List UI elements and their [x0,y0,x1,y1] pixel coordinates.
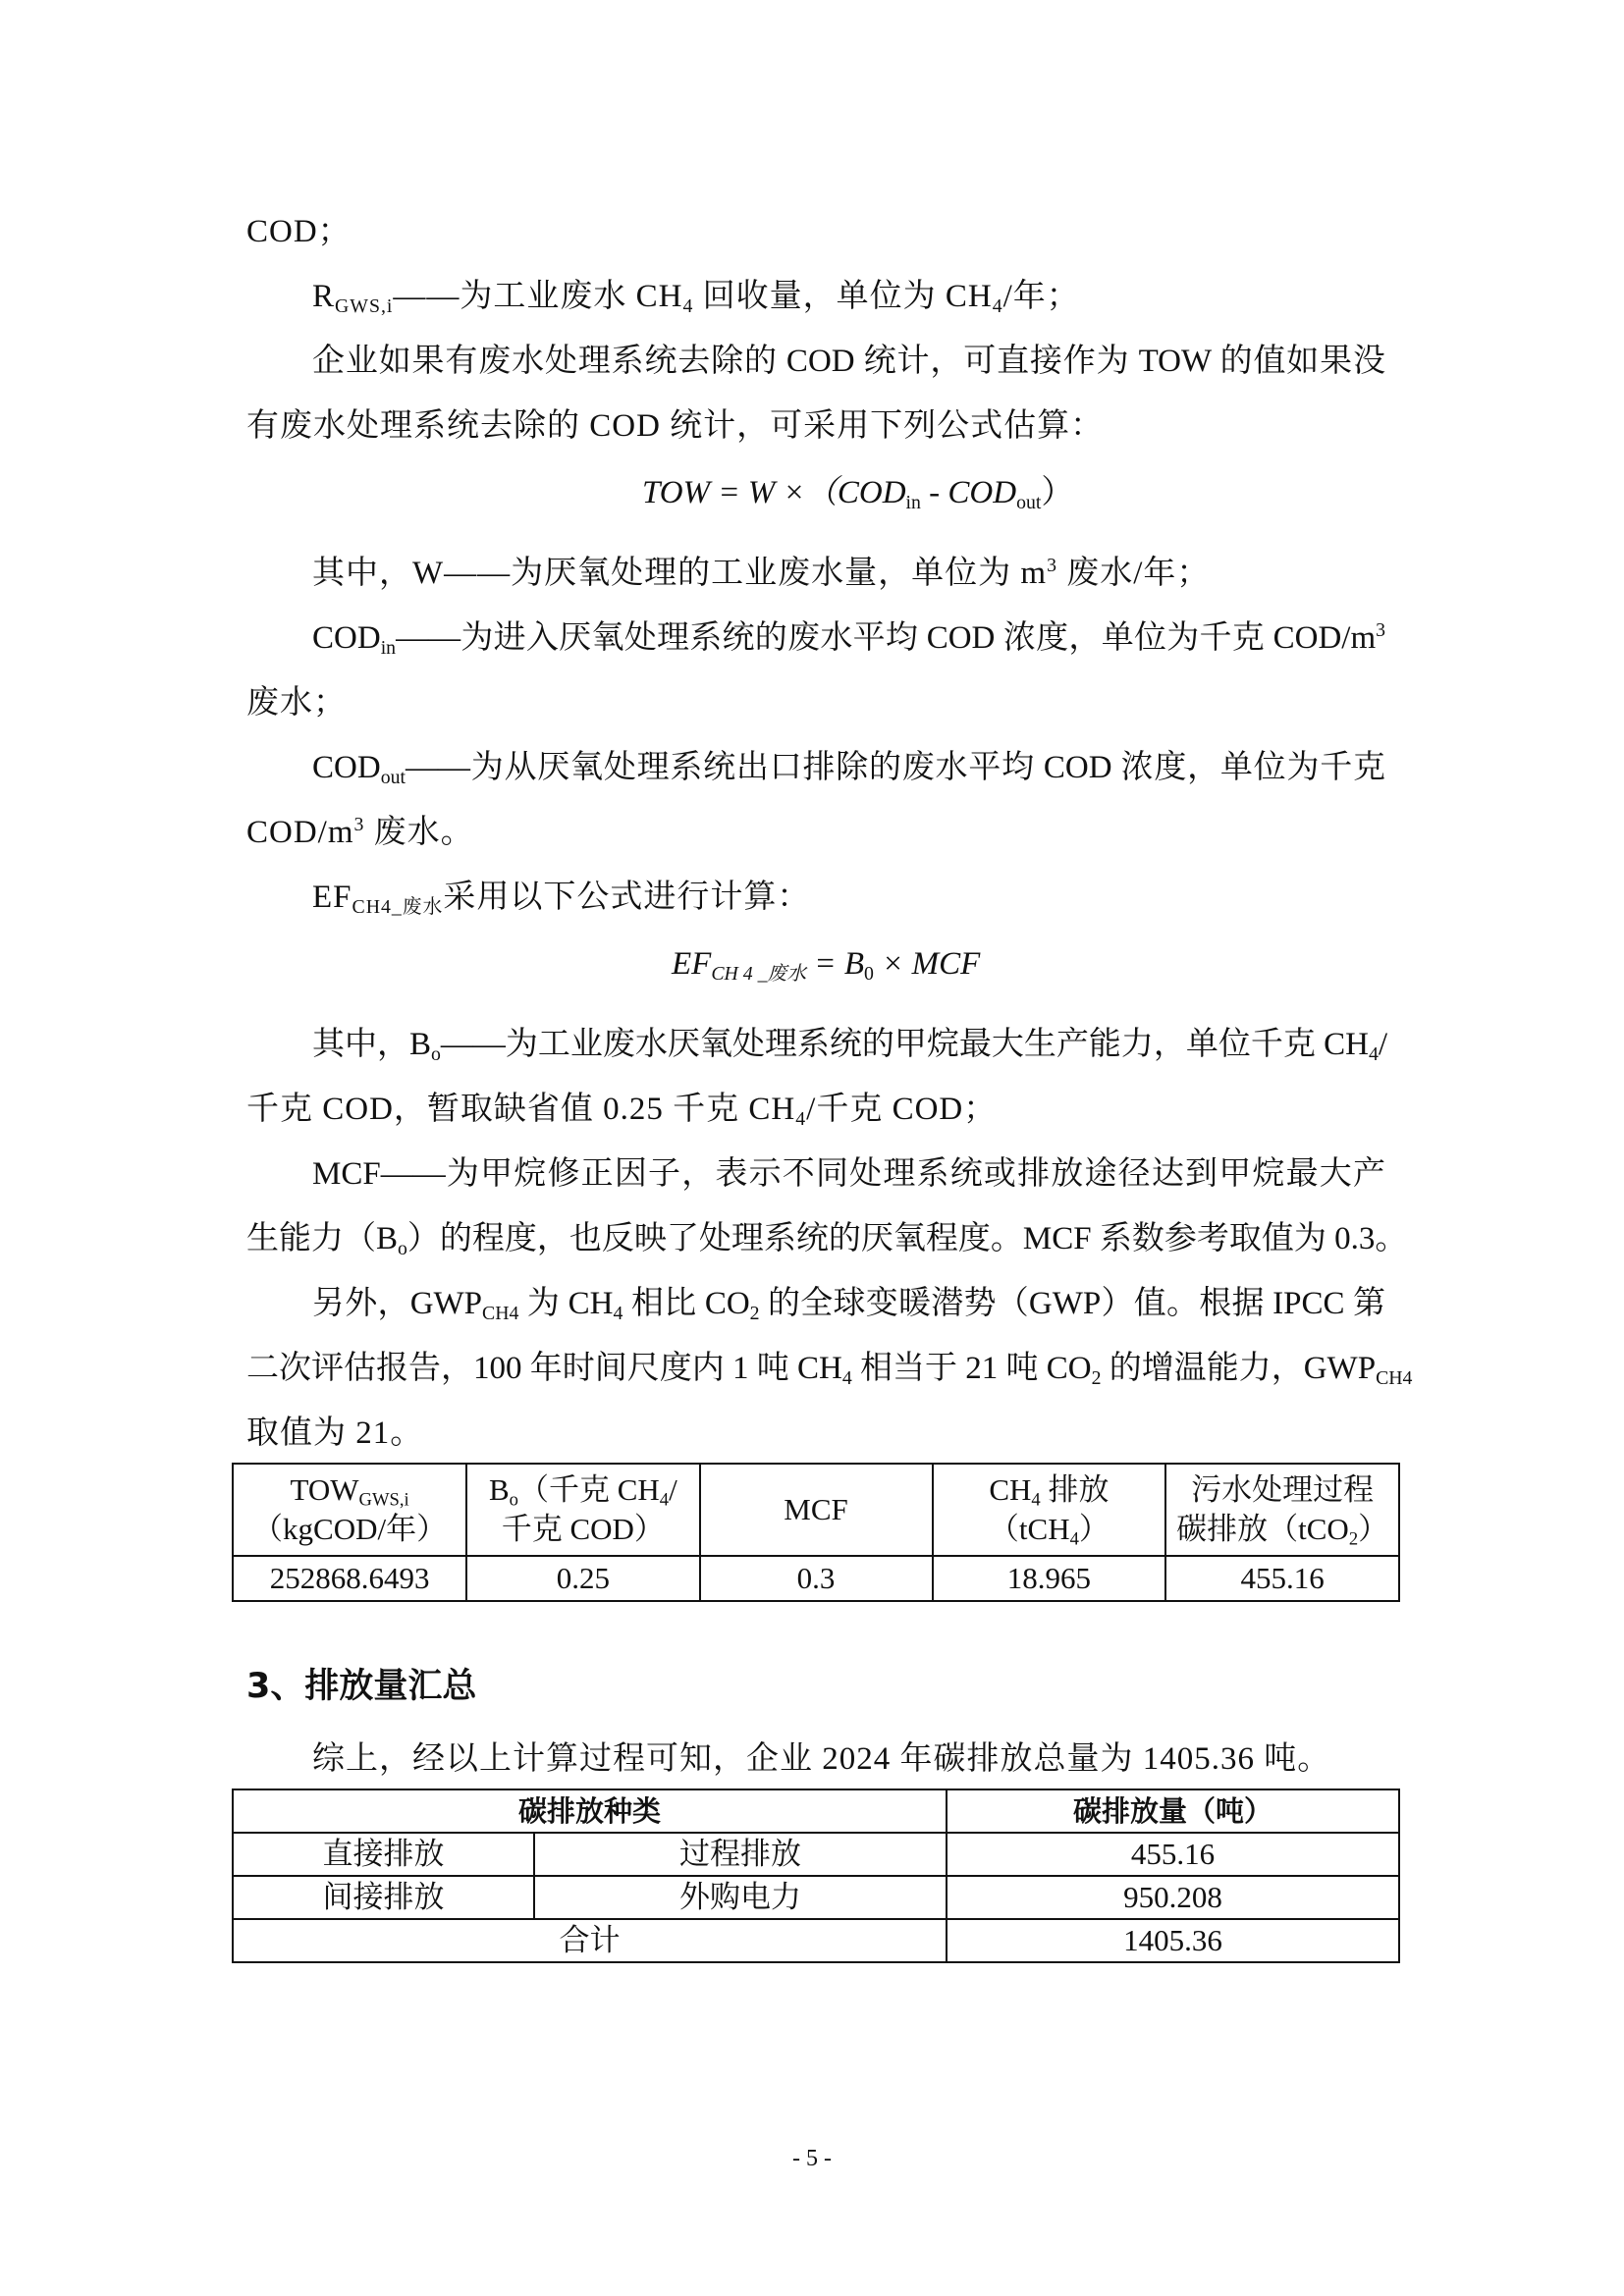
paragraph-line: $R_{GWS,i}——$为工业废水 $CH_4$ 回收量，单位为 $CH_4/$年； [312,279,1080,317]
paragraph-line: 生能力$(B_o)$的程度，也反映了处理系统的厌氧程度。MCF 系数参考取值为 0.3。 [246,1221,1408,1259]
table-cell: 18.965 [933,1556,1166,1601]
table-cell: 0.3 [700,1556,933,1601]
paragraph-line: $COD_{in}——$为进入厌氧处理系统的废水平均 COD 浓度，单位为千克 COD/$m^3$ [312,619,1385,659]
table-cell: 455.16 [1165,1556,1399,1601]
paragraph-line: 千克 COD，暂取缺省值 0.25 千克 $CH_4/$千克 COD； [246,1092,998,1130]
table-header-cell: $B_o$（千克 $CH_4/$ 千克 COD） [466,1464,699,1556]
table-header-cell: 碳排放量（吨） [947,1789,1399,1833]
table-cell: 455.16 [947,1833,1399,1876]
table-header-cell: MCF [700,1464,933,1556]
paragraph-line: 二次评估报告，100 年时间尺度内 1 吨 $CH_4$ 相当于 21 吨 $CO_2$ 的增温能力，$GWP_{CH4}$ [246,1351,1413,1389]
table-row [233,1556,1399,1601]
paragraph-line: COD/$m^3$ 废水。 [246,814,474,850]
table-cell: 间接排放 [233,1876,534,1919]
table-cell: 直接排放 [233,1833,534,1876]
paragraph-line: $EF_{CH4\_废水}$采用以下公式进行计算： [312,880,811,918]
paragraph-line: 另外，$GWP_{CH4}$ 为 $CH_4$ 相比 $CO_2$ 的全球变暖潜势（GWP）值。根据 IPCC 第 [312,1286,1386,1324]
table-cell: 合计 [233,1919,947,1962]
paragraph-line: 综上，经以上计算过程可知，企业 2024 年碳排放总量为 1405.36 吨。 [312,1741,1331,1777]
table-header-row [233,1464,1399,1556]
paragraph-line: 取值为 21。 [246,1415,424,1451]
table-total-row [233,1919,1399,1962]
table-cell: 1405.36 [947,1919,1399,1962]
page-number: - 5 - [792,2146,832,2171]
formula-tow: TOW = $W \times(COD_{in} - COD_{out})$ [642,475,1074,513]
table-cell: 0.25 [466,1556,699,1601]
table-row [233,1876,1399,1919]
wastewater-emission-table [232,1463,1400,1602]
paragraph-line: 其中，W——为厌氧处理的工业废水量，单位为 $m^3$ 废水/年； [312,555,1211,591]
table-header-row [233,1789,1399,1833]
emission-summary-table [232,1789,1400,1963]
table-cell: 外购电力 [534,1876,947,1919]
paragraph-line: 企业如果有废水处理系统去除的 COD 统计，可直接作为 TOW 的值如果没 [312,344,1385,379]
table-header-cell: $TOW_{GWS,i}$ （kgCOD/年） [233,1464,466,1556]
paragraph-line: $COD_{out}——$为从厌氧处理系统出口排除的废水平均 COD 浓度，单位为千克 [312,750,1385,788]
table-header-cell: 污水处理过程 碳排放（tCO$_2$） [1165,1464,1399,1556]
paragraph-line: MCF——为甲烷修正因子，表示不同处理系统或排放途径达到甲烷最大产 [312,1156,1385,1192]
paragraph-line: COD； [246,214,352,249]
table-cell: 252868.6493 [233,1556,466,1601]
table-cell: 过程排放 [534,1833,947,1876]
paragraph-line: 废水； [246,685,347,721]
paragraph-line: 其中，$B_o——$为工业废水厌氧处理系统的甲烷最大生产能力，单位千克 $CH_4/$ [312,1027,1388,1065]
paragraph-line: 有废水处理系统去除的 COD 统计，可采用下列公式估算： [246,408,1105,444]
table-cell: 950.208 [947,1876,1399,1919]
table-row [233,1833,1399,1876]
section-heading: 3、排放量汇总 [246,1667,477,1706]
formula-ef: $EF_{CH 4 \_废水} = B_0$ × MCF [672,946,981,985]
table-header-cell: $CH_4$ 排放 （tCH$_4$） [933,1464,1166,1556]
table-header-cell: 碳排放种类 [233,1789,947,1833]
